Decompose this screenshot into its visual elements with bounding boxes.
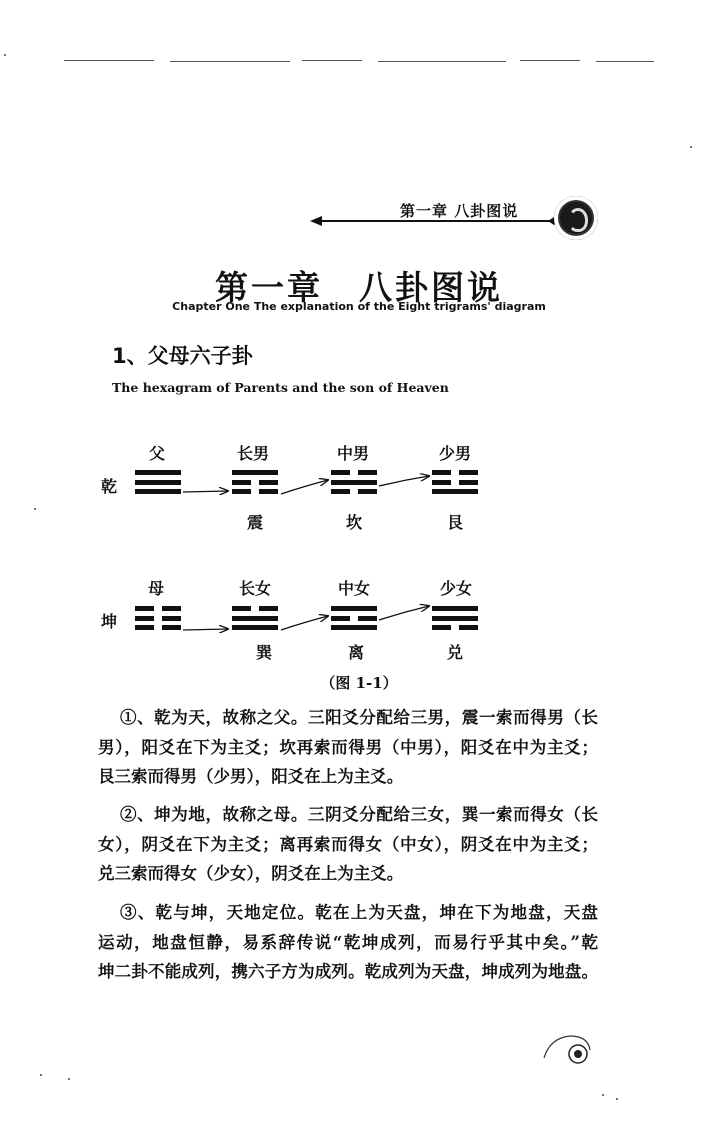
chapter-title-name: 八卦图说 [359,268,503,307]
yang-line [331,625,377,630]
arrow-top-1 [183,491,228,492]
trigram-glyph [135,606,181,630]
line-segment [232,625,278,630]
line-segment [331,616,350,621]
section-subheading: The hexagram of Parents and the son of Heaven [112,380,449,395]
line-segment [135,625,154,630]
yang-line [432,616,478,621]
text-line: 坤二卦不能成列，携六子方为成列。乾成列为天盘，坤成列为地盘。 [98,962,598,981]
arrow-top-2 [281,480,328,494]
trigram-label: 长男 [236,444,269,463]
trigram-name: 坎 [345,513,362,532]
paragraph-1 [98,703,598,792]
yin-line [432,625,478,630]
line-segment [135,616,154,621]
text-line: 女），阴爻在下为主爻；离再索而得女（中女），阴爻在中为主爻； [98,834,598,854]
section-heading: 1、父母六子卦 [112,344,253,368]
line-segment [432,625,451,630]
yang-line [232,616,278,621]
text-line: 艮三索而得男（少男），阳爻在上为主爻。 [98,767,404,786]
arrow-bottom-1 [183,629,228,630]
trigram-label: 少女 [439,579,472,598]
trigram-name: 震 [246,513,263,532]
line-segment [331,625,377,630]
text-line: ③、乾与坤，天地定位。乾在上为天盘，坤在下为地盘，天盘 [120,903,598,922]
line-segment [331,606,377,611]
text-line: 男），阳爻在下为主爻；坎再索而得男（中男），阳爻在中为主爻； [98,737,598,757]
trigram-label: 中女 [337,579,370,598]
line-segment [432,606,478,611]
trigram-label: 中男 [336,444,369,463]
yin-line [135,625,181,630]
trigram-glyph [432,606,478,630]
chapter-subtitle: Chapter One The explanation of the Eight trigrams' diagram [172,300,546,313]
yang-line [232,625,278,630]
figure-caption: （图 1-1） [320,674,398,692]
side-label-kun: 坤 [101,612,118,631]
chapter-title-number: 第一章 [215,268,323,307]
page-corner-seal-icon [540,1032,592,1066]
text-line: ①、乾为天，故称之父。三阳爻分配给三男，震一索而得男（长 [120,708,598,727]
trigram-name: 巽 [255,643,272,662]
trigram-glyph [232,606,278,630]
line-segment [432,616,478,621]
text-line: 运动，地盘恒静，易系辞传说“乾坤成列，而易行乎其中矣。”乾 [98,932,598,952]
line-segment [135,606,154,611]
trigram-name: 艮 [446,513,463,532]
arrow-bottom-3 [379,606,429,620]
yang-line [432,606,478,611]
trigram-name: 兑 [446,643,463,662]
arrow-top-3 [379,476,429,486]
line-segment [232,606,251,611]
yin-line [331,616,377,621]
trigram-label: 父 [148,444,165,463]
trigram-name: 离 [347,643,364,662]
yin-line [232,606,278,611]
text-line: ②、坤为地，故称之母。三阴爻分配给三女，巽一索而得女（长 [120,805,598,824]
trigram-label: 长女 [238,579,271,598]
text-line: 兑三索而得女（少女），阴爻在上为主爻。 [98,864,404,883]
trigram-glyph [331,606,377,630]
line-segment [459,625,478,630]
line-segment [232,616,278,621]
arrow-bottom-2 [281,616,328,630]
yang-line [331,606,377,611]
yin-line [135,606,181,611]
line-segment [162,625,181,630]
line-segment [162,606,181,611]
line-segment [358,616,377,621]
paragraph-3 [98,898,598,987]
side-label-qian: 乾 [101,477,118,496]
running-header: 第一章 八卦图说 [400,202,519,220]
line-segment [259,606,278,611]
trigram-label: 母 [147,579,164,598]
line-segment [162,616,181,621]
paragraph-2 [98,800,598,889]
trigram-label: 少男 [438,444,471,463]
yin-line [135,616,181,621]
